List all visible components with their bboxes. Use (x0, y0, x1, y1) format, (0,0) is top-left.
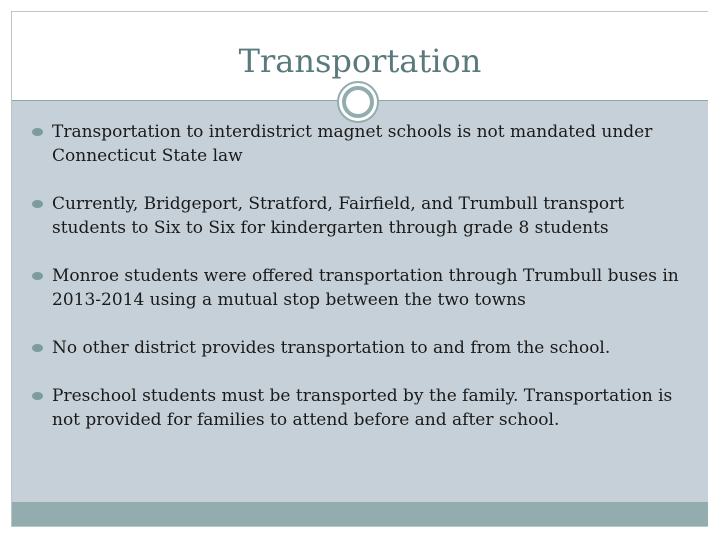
bullet-text: Preschool students must be transported by the family. Transportation is not provided for families to attend before and after school. (52, 386, 673, 430)
bullet-item (30, 192, 680, 240)
bullet-text: Currently, Bridgeport, Stratford, Fairfield, and Trumbull transport students to Six to Six for kindergarten through grade 8 students (52, 194, 625, 238)
bullet-dot-icon (32, 128, 43, 136)
bullet-dot-icon (32, 392, 43, 400)
bullet-text: Monroe students were offered transportation through Trumbull buses in 2013-2014 using a mutual stop between the two towns (52, 266, 679, 310)
footer-bar (12, 502, 708, 526)
bullet-item (30, 264, 680, 312)
bullet-dot-icon (32, 272, 43, 280)
bullet-dot-icon (32, 200, 43, 208)
bullet-item (30, 120, 680, 168)
ring-ornament-icon (336, 80, 380, 124)
bullet-text: Transportation to interdistrict magnet schools is not mandated under Connecticut State law (52, 122, 653, 166)
bullet-dot-icon (32, 344, 43, 352)
bullet-item (30, 384, 680, 432)
slide-title: Transportation (238, 42, 482, 80)
bullet-text: No other district provides transportation to and from the school. (52, 338, 611, 358)
bullet-item (30, 336, 680, 360)
bullet-list (30, 120, 680, 456)
